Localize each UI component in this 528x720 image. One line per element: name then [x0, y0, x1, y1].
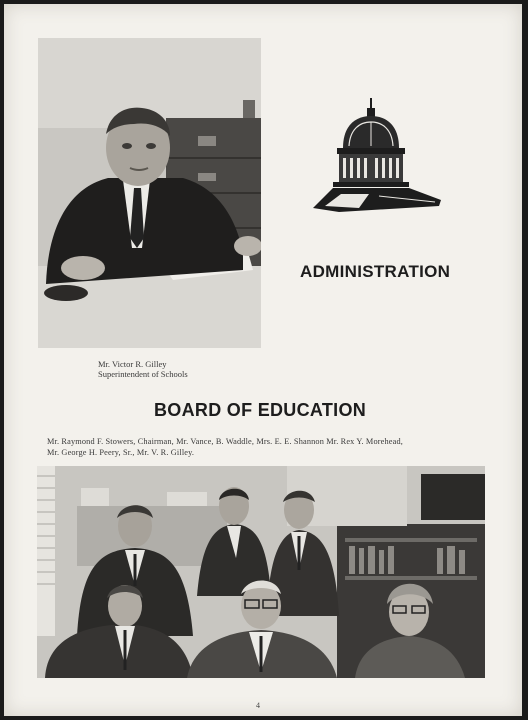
page-number: 4	[256, 701, 260, 710]
board-members-line: Mr. Raymond F. Stowers, Chairman, Mr. Vance, B. Waddle, Mrs. E. E. Shannon Mr. Rex Y. Morehead,	[47, 437, 403, 446]
superintendent-caption	[98, 359, 258, 379]
yearbook-page	[4, 4, 522, 716]
caption-name: Mr. Victor R. Gilley	[98, 359, 167, 369]
board-group-photo	[37, 466, 485, 678]
board-members-caption	[47, 437, 487, 458]
board-members-line: Mr. George H. Peery, Sr., Mr. V. R. Gilley.	[47, 447, 195, 457]
board-of-education-heading: BOARD OF EDUCATION	[154, 400, 367, 420]
caption-title: Superintendent of Schools	[98, 369, 188, 379]
capitol-dome-icon	[309, 96, 443, 216]
administration-heading: ADMINISTRATION	[300, 262, 451, 281]
superintendent-photo	[38, 38, 261, 348]
